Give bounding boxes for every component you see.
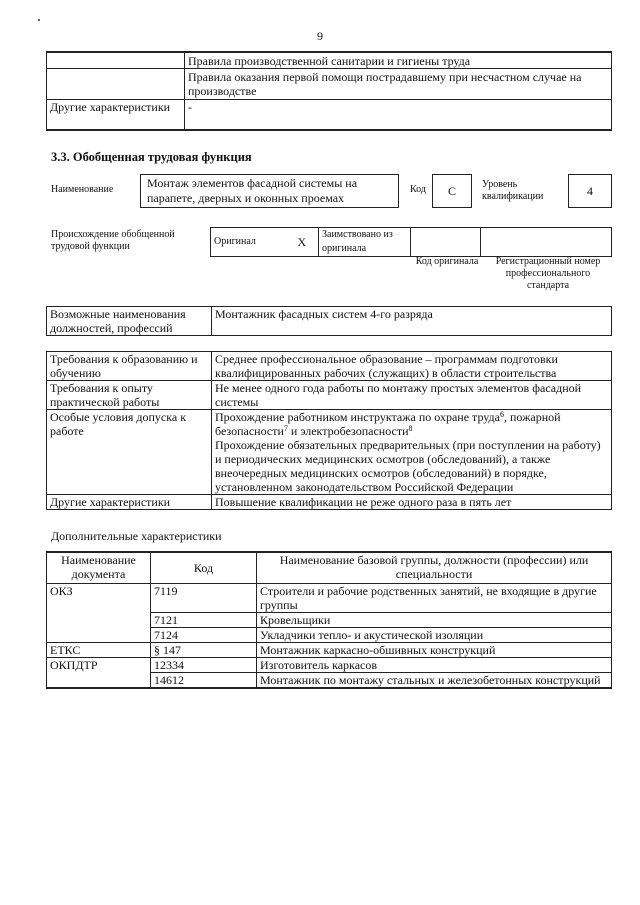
education-label: Требования к образованию и обучению (47, 352, 212, 381)
positions-value: Монтажник фасадных систем 4-го разряда (212, 307, 612, 336)
top-table (46, 51, 612, 131)
special-paragraph-2: Прохождение обязательных предварительных (при поступлении на работу) и периодических медицинских осмотров (обследований), а также внеочередных медицинских осмотров (обследований) в порядке, установленном законодательством Российской Федерации (215, 438, 601, 494)
requirements-table (46, 351, 612, 510)
special-text: и электробезопасности (287, 424, 409, 438)
doc-cell: ОКПДТР (47, 658, 151, 689)
column-header: Наименование документа (47, 552, 151, 584)
education-value: Среднее профессиональное образование – программам подготовки квалифицированных рабочих (служащих) в области строительства (212, 352, 612, 381)
table-row (47, 495, 612, 510)
reg-number-caption: Регистрационный номер профессионального стандарта (495, 256, 601, 291)
table-cell (47, 69, 185, 100)
name-label: Наименование (51, 184, 114, 195)
doc-cell: ЕТКС (47, 643, 151, 658)
original-label: Оригинал (211, 228, 295, 257)
footnote-ref: 6 (499, 410, 504, 419)
table-cell: Другие характеристики (47, 100, 185, 131)
table-cell: - (185, 100, 612, 131)
table-row (47, 584, 612, 613)
name-value: Монтаж элементов фасадной системы на парапете, дверных и оконных проемах (140, 174, 399, 208)
experience-label: Требования к опыту практической работы (47, 381, 212, 410)
special-text: , пожарной безопасности (215, 410, 561, 438)
page-number: 9 (317, 29, 323, 43)
code-cell: 7119 (151, 584, 257, 613)
footnote-ref: 8 (408, 424, 413, 433)
table-row (47, 307, 612, 336)
code-cell: 12334 (151, 658, 257, 673)
table-row (47, 658, 612, 673)
table-row (47, 352, 612, 381)
code-cell: § 147 (151, 643, 257, 658)
table-row (47, 52, 612, 69)
scan-speck (38, 19, 40, 21)
table-row (47, 410, 612, 495)
table-cell: Правила оказания первой помощи пострадавшему при несчастном случае на производстве (185, 69, 612, 100)
additional-title: Дополнительные характеристики (51, 529, 222, 543)
footnote-ref: 7 (283, 424, 288, 433)
additional-table (46, 551, 612, 689)
special-text: Прохождение работником инструктажа по охране труда (215, 410, 500, 424)
table-cell (47, 52, 185, 69)
level-value: 4 (568, 174, 612, 208)
name-cell: Укладчики тепло- и акустической изоляции (257, 628, 612, 643)
positions-table (46, 306, 612, 336)
name-cell: Монтажник каркасно-обшивных конструкций (257, 643, 612, 658)
table-row (47, 381, 612, 410)
table-row (47, 100, 612, 131)
column-header: Наименование базовой группы, должности (профессии) или специальности (257, 552, 612, 584)
code-original-caption: Код оригинала (415, 256, 479, 267)
other-label: Другие характеристики (47, 495, 212, 510)
code-cell: 7121 (151, 613, 257, 628)
borrowed-label: Заимствовано из оригинала (319, 228, 411, 257)
other-value: Повышение квалификации не реже одного раза в пять лет (212, 495, 612, 510)
table-row (47, 69, 612, 100)
original-mark: Х (295, 228, 319, 257)
name-cell: Изготовитель каркасов (257, 658, 612, 673)
code-cell: 7124 (151, 628, 257, 643)
origin-label: Происхождение обобщенной трудовой функции (51, 229, 175, 252)
special-label: Особые условия допуска к работе (47, 410, 212, 495)
reg-number-cell (481, 228, 612, 257)
code-cell: 14612 (151, 673, 257, 689)
special-paragraph-1 (215, 410, 608, 438)
doc-cell: ОКЗ (47, 584, 151, 643)
name-cell: Монтажник по монтажу стальных и железобетонных конструкций (257, 673, 612, 689)
code-original-cell (411, 228, 481, 257)
table-row (47, 643, 612, 658)
table-cell: Правила производственной санитарии и гигиены труда (185, 52, 612, 69)
column-header: Код (151, 552, 257, 584)
table-header-row (47, 552, 612, 584)
name-cell: Строители и рабочие родственных занятий, не входящие в другие группы (257, 584, 612, 613)
name-cell: Кровельщики (257, 613, 612, 628)
code-value: С (432, 174, 472, 208)
experience-value: Не менее одного года работы по монтажу простых элементов фасадной системы (212, 381, 612, 410)
code-label: Код (410, 184, 426, 195)
origin-table (210, 227, 612, 257)
positions-label: Возможные наименования должностей, профессий (47, 307, 212, 336)
table-row (211, 228, 612, 257)
section-title: 3.3. Обобщенная трудовая функция (51, 150, 252, 164)
level-label: Уровень квалификации (482, 179, 544, 202)
special-value (212, 410, 612, 495)
